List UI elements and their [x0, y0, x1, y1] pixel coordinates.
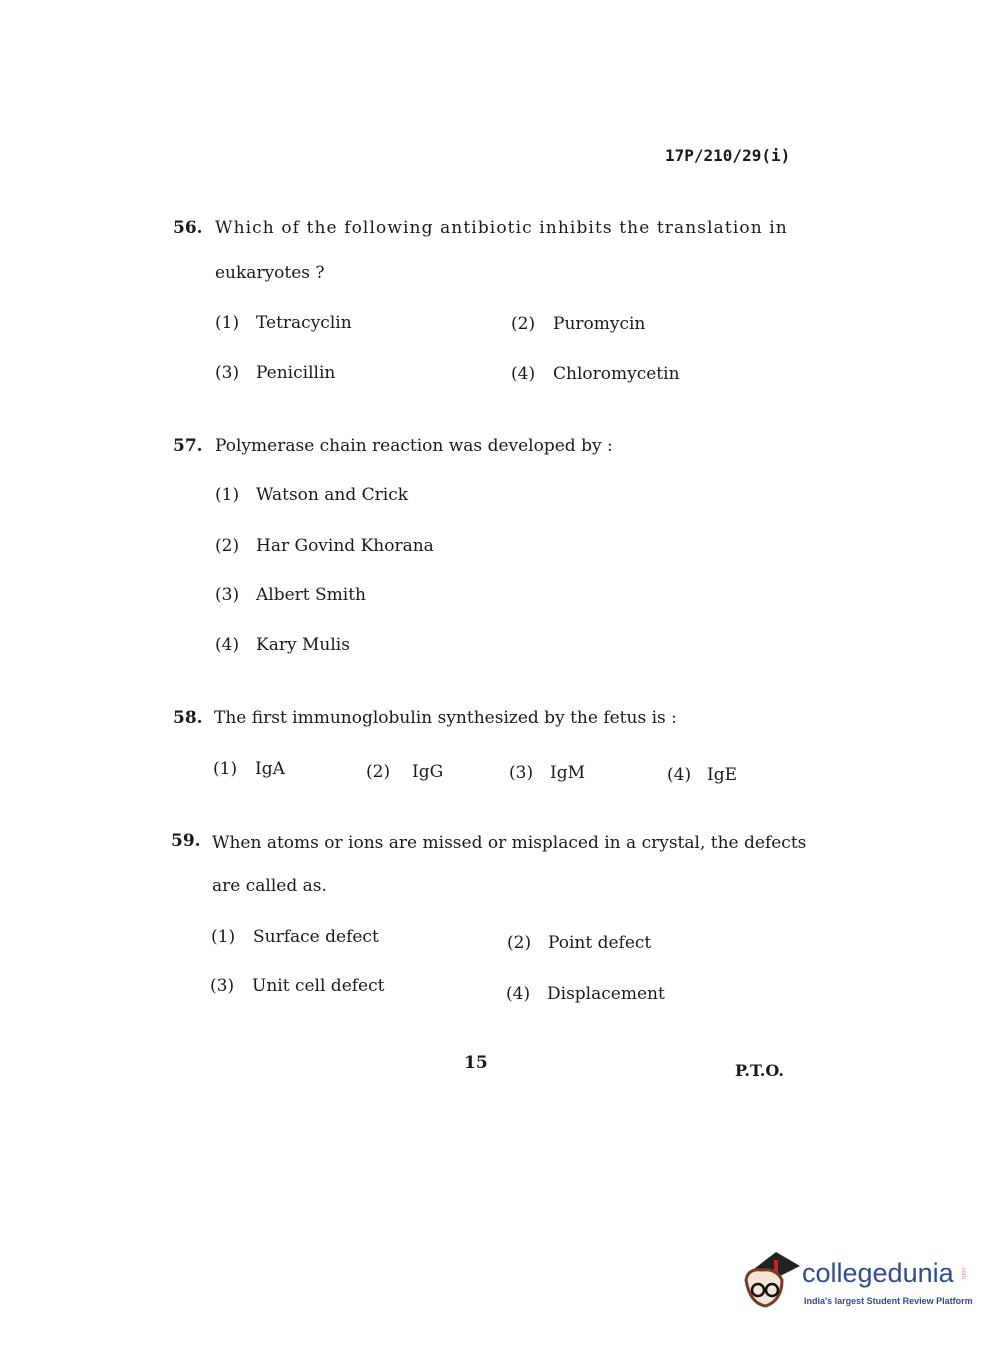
option-text: IgA: [255, 759, 285, 779]
option-number: (3): [210, 976, 235, 996]
option-number: (2): [507, 933, 532, 953]
option-text: Puromycin: [553, 314, 646, 334]
option-text: Watson and Crick: [256, 485, 409, 505]
option-number: (1): [215, 313, 240, 333]
option-text: Har Govind Khorana: [256, 536, 434, 556]
question-text: Which of the following antibiotic inhibits the translation in: [215, 218, 788, 238]
option-text: Kary Mulis: [256, 635, 350, 655]
option-text: Surface defect: [253, 927, 379, 947]
option-number: (4): [506, 984, 531, 1004]
option-number: (4): [215, 635, 240, 655]
option-number: (2): [215, 536, 240, 556]
question-text: When atoms or ions are missed or misplaced in a crystal, the defects: [212, 833, 807, 853]
logo-suffix: .com: [960, 1266, 966, 1280]
option-text: IgE: [707, 765, 738, 785]
option-text: Tetracyclin: [256, 313, 352, 333]
option-number: (3): [215, 585, 240, 605]
mascot-icon: [742, 1250, 802, 1312]
option-number: (3): [509, 763, 534, 783]
option-text: IgM: [550, 763, 586, 783]
logo-tagline: India's largest Student Review Platform: [804, 1296, 973, 1306]
option-number: (4): [511, 364, 536, 384]
option-text: Albert Smith: [256, 585, 367, 605]
option-number: (1): [215, 485, 240, 505]
option-text: Displacement: [547, 984, 665, 1004]
option-number: (2): [366, 762, 391, 782]
question-number: 56.: [173, 218, 203, 238]
option-number: (1): [211, 927, 236, 947]
question-number: 57.: [173, 436, 203, 456]
question-text: The first immunoglobulin synthesized by the fetus is :: [214, 708, 677, 728]
question-text: eukaryotes ?: [215, 263, 325, 283]
option-number: (2): [511, 314, 536, 334]
option-text: IgG: [412, 762, 444, 782]
question-text: are called as.: [212, 876, 327, 896]
pto-label: P.T.O.: [735, 1061, 784, 1080]
option-text: Penicillin: [256, 363, 336, 383]
question-number: 59.: [171, 831, 201, 851]
logo-name: collegedunia: [802, 1258, 954, 1288]
paper-code: 17P/210/29(i): [665, 146, 791, 165]
option-text: Chloromycetin: [553, 364, 680, 384]
question-text: Polymerase chain reaction was developed by :: [215, 436, 613, 456]
option-number: (3): [215, 363, 240, 383]
question-number: 58.: [173, 708, 203, 728]
collegedunia-logo: [742, 1250, 972, 1320]
option-text: Point defect: [548, 933, 652, 953]
option-number: (4): [667, 765, 692, 785]
option-number: (1): [213, 759, 238, 779]
option-text: Unit cell defect: [252, 976, 385, 996]
page-number: 15: [464, 1053, 488, 1073]
